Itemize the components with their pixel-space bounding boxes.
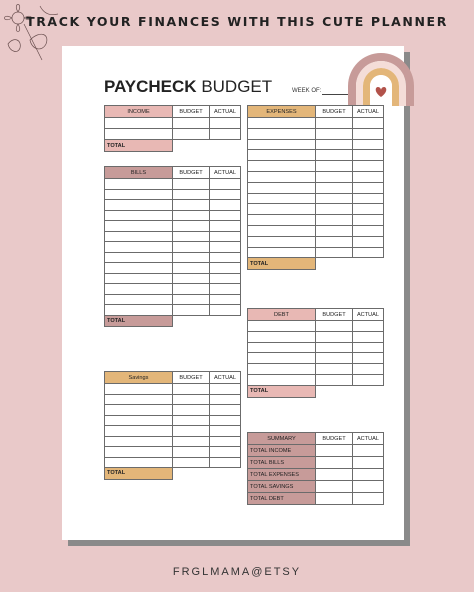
expenses-budget-cell[interactable]: [316, 225, 353, 236]
debt-item-cell[interactable]: [248, 364, 316, 375]
budget-col-header: BUDGET: [173, 167, 210, 179]
summary-row-label: TOTAL BILLS: [248, 457, 316, 469]
table-row: [248, 118, 384, 129]
summary-actual-cell[interactable]: [353, 469, 384, 481]
budget-col-header: BUDGET: [316, 106, 353, 118]
debt-actual-cell[interactable]: [353, 331, 384, 342]
expenses-actual-cell[interactable]: [353, 118, 384, 129]
table-row: [105, 294, 241, 305]
savings-budget-cell[interactable]: [173, 384, 210, 395]
table-row: [105, 200, 241, 211]
table-row: [248, 204, 384, 215]
table-row: [248, 139, 384, 150]
table-row: [105, 426, 241, 437]
summary-budget-cell[interactable]: [316, 493, 353, 505]
debt-item-cell[interactable]: [248, 342, 316, 353]
banner-headline: TRACK YOUR FINANCES WITH THIS CUTE PLANNER: [26, 14, 448, 29]
actual-col-header: ACTUAL: [353, 106, 384, 118]
savings-item-cell[interactable]: [105, 457, 173, 468]
expenses-budget-cell[interactable]: [316, 182, 353, 193]
income-budget-cell[interactable]: [173, 129, 210, 140]
table-row: [248, 364, 384, 375]
shop-credit: FRGLMAMA@ETSY: [172, 566, 302, 578]
savings-item-cell[interactable]: [105, 405, 173, 416]
bills-budget-cell[interactable]: [173, 179, 210, 190]
table-row: [105, 273, 241, 284]
income-actual-cell[interactable]: [210, 129, 241, 140]
bills-budget-cell[interactable]: [173, 284, 210, 295]
expenses-total-row: [248, 258, 384, 270]
debt-budget-cell[interactable]: [316, 342, 353, 353]
expenses-budget-cell[interactable]: [316, 139, 353, 150]
bills-actual-cell[interactable]: [210, 284, 241, 295]
total-label: TOTAL: [105, 468, 173, 480]
savings-actual-cell[interactable]: [210, 457, 241, 468]
table-row: [248, 236, 384, 247]
summary-actual-cell[interactable]: [353, 457, 384, 469]
expenses-item-cell[interactable]: [248, 182, 316, 193]
bills-actual-cell[interactable]: [210, 252, 241, 263]
savings-budget-cell[interactable]: [173, 426, 210, 437]
debt-budget-cell[interactable]: [316, 321, 353, 332]
bills-actual-cell[interactable]: [210, 242, 241, 253]
table-row: [248, 331, 384, 342]
bills-actual-cell[interactable]: [210, 189, 241, 200]
bills-item-cell[interactable]: [105, 210, 173, 221]
debt-item-cell[interactable]: [248, 353, 316, 364]
table-row: [248, 353, 384, 364]
summary-budget-cell[interactable]: [316, 481, 353, 493]
total-blank: [173, 315, 241, 327]
actual-col-header: ACTUAL: [353, 309, 384, 321]
bills-budget-cell[interactable]: [173, 305, 210, 316]
table-row: [105, 305, 241, 316]
expenses-actual-cell[interactable]: [353, 171, 384, 182]
table-row: [105, 210, 241, 221]
expenses-budget-cell[interactable]: [316, 193, 353, 204]
debt-actual-cell[interactable]: [353, 342, 384, 353]
savings-item-cell[interactable]: [105, 426, 173, 437]
expenses-item-cell[interactable]: [248, 128, 316, 139]
table-row: [105, 252, 241, 263]
expenses-item-cell[interactable]: [248, 161, 316, 172]
summary-header: SUMMARY: [248, 433, 316, 445]
budget-col-header: BUDGET: [316, 309, 353, 321]
savings-total-row: [105, 468, 241, 480]
table-row: [105, 221, 241, 232]
floral-sketch-decoration: [0, 0, 70, 70]
bills-actual-cell[interactable]: [210, 231, 241, 242]
summary-row: [248, 481, 384, 493]
expenses-actual-cell[interactable]: [353, 215, 384, 226]
expenses-table: [247, 105, 384, 270]
debt-total-row: [248, 385, 384, 397]
summary-row-label: TOTAL SAVINGS: [248, 481, 316, 493]
summary-budget-cell[interactable]: [316, 445, 353, 457]
savings-item-cell[interactable]: [105, 415, 173, 426]
table-row: [105, 231, 241, 242]
expenses-budget-cell[interactable]: [316, 236, 353, 247]
savings-item-cell[interactable]: [105, 394, 173, 405]
bills-actual-cell[interactable]: [210, 221, 241, 232]
savings-actual-cell[interactable]: [210, 436, 241, 447]
debt-item-cell[interactable]: [248, 374, 316, 385]
bills-item-cell[interactable]: [105, 221, 173, 232]
expenses-actual-cell[interactable]: [353, 161, 384, 172]
table-row: [105, 447, 241, 458]
bills-item-cell[interactable]: [105, 179, 173, 190]
bills-total-row: [105, 315, 241, 327]
expenses-actual-cell[interactable]: [353, 236, 384, 247]
bills-item-cell[interactable]: [105, 252, 173, 263]
expenses-budget-cell[interactable]: [316, 118, 353, 129]
expenses-item-cell[interactable]: [248, 118, 316, 129]
bills-budget-cell[interactable]: [173, 231, 210, 242]
expenses-budget-cell[interactable]: [316, 215, 353, 226]
expenses-actual-cell[interactable]: [353, 182, 384, 193]
debt-table: [247, 308, 384, 398]
table-row: [248, 215, 384, 226]
table-row: [248, 321, 384, 332]
debt-budget-cell[interactable]: [316, 374, 353, 385]
rainbow-heart-icon: [344, 50, 419, 106]
table-row: [105, 457, 241, 468]
summary-table: [247, 432, 384, 505]
expenses-budget-cell[interactable]: [316, 150, 353, 161]
total-label: TOTAL: [105, 140, 173, 152]
expenses-item-cell[interactable]: [248, 193, 316, 204]
bills-budget-cell[interactable]: [173, 252, 210, 263]
expenses-actual-cell[interactable]: [353, 128, 384, 139]
total-blank: [316, 258, 384, 270]
bills-budget-cell[interactable]: [173, 221, 210, 232]
table-row: [105, 415, 241, 426]
debt-actual-cell[interactable]: [353, 353, 384, 364]
table-row: [248, 128, 384, 139]
table-row: [248, 150, 384, 161]
expenses-item-cell[interactable]: [248, 247, 316, 258]
summary-actual-cell[interactable]: [353, 445, 384, 457]
table-row: [105, 405, 241, 416]
income-item-cell[interactable]: [105, 129, 173, 140]
table-row: [248, 225, 384, 236]
bills-budget-cell[interactable]: [173, 242, 210, 253]
bills-item-cell[interactable]: [105, 305, 173, 316]
savings-budget-cell[interactable]: [173, 415, 210, 426]
savings-budget-cell[interactable]: [173, 447, 210, 458]
table-row: [248, 342, 384, 353]
savings-budget-cell[interactable]: [173, 436, 210, 447]
bills-item-cell[interactable]: [105, 242, 173, 253]
bills-actual-cell[interactable]: [210, 210, 241, 221]
savings-actual-cell[interactable]: [210, 384, 241, 395]
title-bold: PAYCHECK: [104, 77, 197, 96]
budget-col-header: BUDGET: [173, 106, 210, 118]
bills-header: BILLS: [105, 167, 173, 179]
savings-actual-cell[interactable]: [210, 415, 241, 426]
summary-row-label: TOTAL DEBT: [248, 493, 316, 505]
summary-row: [248, 493, 384, 505]
income-total-row: [105, 140, 241, 152]
expenses-item-cell[interactable]: [248, 150, 316, 161]
budget-col-header: BUDGET: [316, 433, 353, 445]
income-budget-cell[interactable]: [173, 118, 210, 129]
expenses-actual-cell[interactable]: [353, 139, 384, 150]
table-row: [105, 118, 241, 129]
bills-actual-cell[interactable]: [210, 273, 241, 284]
bills-actual-cell[interactable]: [210, 263, 241, 274]
bills-item-cell[interactable]: [105, 273, 173, 284]
summary-row: [248, 469, 384, 481]
summary-actual-cell[interactable]: [353, 493, 384, 505]
budget-col-header: BUDGET: [173, 372, 210, 384]
expenses-actual-cell[interactable]: [353, 247, 384, 258]
expenses-item-cell[interactable]: [248, 204, 316, 215]
bills-budget-cell[interactable]: [173, 210, 210, 221]
income-actual-cell[interactable]: [210, 118, 241, 129]
table-row: [248, 182, 384, 193]
income-table: [104, 105, 241, 152]
total-label: TOTAL: [105, 315, 173, 327]
expenses-actual-cell[interactable]: [353, 150, 384, 161]
summary-budget-cell[interactable]: [316, 457, 353, 469]
bills-table: [104, 166, 241, 327]
savings-item-cell[interactable]: [105, 384, 173, 395]
income-header: INCOME: [105, 106, 173, 118]
table-row: [105, 189, 241, 200]
savings-actual-cell[interactable]: [210, 447, 241, 458]
expenses-budget-cell[interactable]: [316, 161, 353, 172]
debt-budget-cell[interactable]: [316, 331, 353, 342]
summary-actual-cell[interactable]: [353, 481, 384, 493]
expenses-item-cell[interactable]: [248, 139, 316, 150]
expenses-header: EXPENSES: [248, 106, 316, 118]
total-blank: [173, 140, 241, 152]
savings-item-cell[interactable]: [105, 436, 173, 447]
savings-budget-cell[interactable]: [173, 457, 210, 468]
bills-item-cell[interactable]: [105, 231, 173, 242]
actual-col-header: ACTUAL: [210, 106, 241, 118]
total-label: TOTAL: [248, 258, 316, 270]
debt-item-cell[interactable]: [248, 321, 316, 332]
table-row: [105, 384, 241, 395]
table-row: [105, 242, 241, 253]
bills-budget-cell[interactable]: [173, 200, 210, 211]
table-row: [105, 263, 241, 274]
expenses-budget-cell[interactable]: [316, 128, 353, 139]
income-item-cell[interactable]: [105, 118, 173, 129]
table-row: [105, 436, 241, 447]
bills-budget-cell[interactable]: [173, 263, 210, 274]
table-row: [105, 284, 241, 295]
table-row: [248, 161, 384, 172]
expenses-actual-cell[interactable]: [353, 225, 384, 236]
debt-actual-cell[interactable]: [353, 321, 384, 332]
total-label: TOTAL: [248, 385, 316, 397]
debt-item-cell[interactable]: [248, 331, 316, 342]
summary-budget-cell[interactable]: [316, 469, 353, 481]
summary-row-label: TOTAL EXPENSES: [248, 469, 316, 481]
title-rest: BUDGET: [196, 77, 273, 96]
bills-actual-cell[interactable]: [210, 294, 241, 305]
table-row: [248, 193, 384, 204]
bills-actual-cell[interactable]: [210, 179, 241, 190]
savings-header: Savings: [105, 372, 173, 384]
debt-budget-cell[interactable]: [316, 353, 353, 364]
week-of-label: WEEK OF:: [292, 88, 322, 94]
bills-budget-cell[interactable]: [173, 189, 210, 200]
bills-item-cell[interactable]: [105, 200, 173, 211]
planner-page: [62, 46, 404, 540]
bills-item-cell[interactable]: [105, 284, 173, 295]
bills-item-cell[interactable]: [105, 189, 173, 200]
expenses-item-cell[interactable]: [248, 171, 316, 182]
expenses-budget-cell[interactable]: [316, 171, 353, 182]
expenses-actual-cell[interactable]: [353, 193, 384, 204]
savings-actual-cell[interactable]: [210, 426, 241, 437]
expenses-budget-cell[interactable]: [316, 247, 353, 258]
table-row: [105, 179, 241, 190]
savings-table: [104, 371, 241, 480]
debt-header: DEBT: [248, 309, 316, 321]
bills-item-cell[interactable]: [105, 294, 173, 305]
table-row: [105, 129, 241, 140]
page-title: [104, 77, 272, 97]
summary-row: [248, 445, 384, 457]
bills-budget-cell[interactable]: [173, 273, 210, 284]
savings-item-cell[interactable]: [105, 447, 173, 458]
table-row: [105, 394, 241, 405]
actual-col-header: ACTUAL: [210, 167, 241, 179]
total-blank: [316, 385, 384, 397]
total-blank: [173, 468, 241, 480]
debt-budget-cell[interactable]: [316, 364, 353, 375]
summary-row-label: TOTAL INCOME: [248, 445, 316, 457]
savings-budget-cell[interactable]: [173, 394, 210, 405]
table-row: [248, 247, 384, 258]
expenses-actual-cell[interactable]: [353, 204, 384, 215]
bills-item-cell[interactable]: [105, 263, 173, 274]
actual-col-header: ACTUAL: [353, 433, 384, 445]
savings-actual-cell[interactable]: [210, 394, 241, 405]
table-row: [248, 374, 384, 385]
savings-budget-cell[interactable]: [173, 405, 210, 416]
table-row: [248, 171, 384, 182]
expenses-budget-cell[interactable]: [316, 204, 353, 215]
expenses-item-cell[interactable]: [248, 236, 316, 247]
expenses-item-cell[interactable]: [248, 215, 316, 226]
savings-actual-cell[interactable]: [210, 405, 241, 416]
expenses-item-cell[interactable]: [248, 225, 316, 236]
bills-budget-cell[interactable]: [173, 294, 210, 305]
bills-actual-cell[interactable]: [210, 200, 241, 211]
bills-actual-cell[interactable]: [210, 305, 241, 316]
debt-actual-cell[interactable]: [353, 364, 384, 375]
summary-row: [248, 457, 384, 469]
debt-actual-cell[interactable]: [353, 374, 384, 385]
actual-col-header: ACTUAL: [210, 372, 241, 384]
